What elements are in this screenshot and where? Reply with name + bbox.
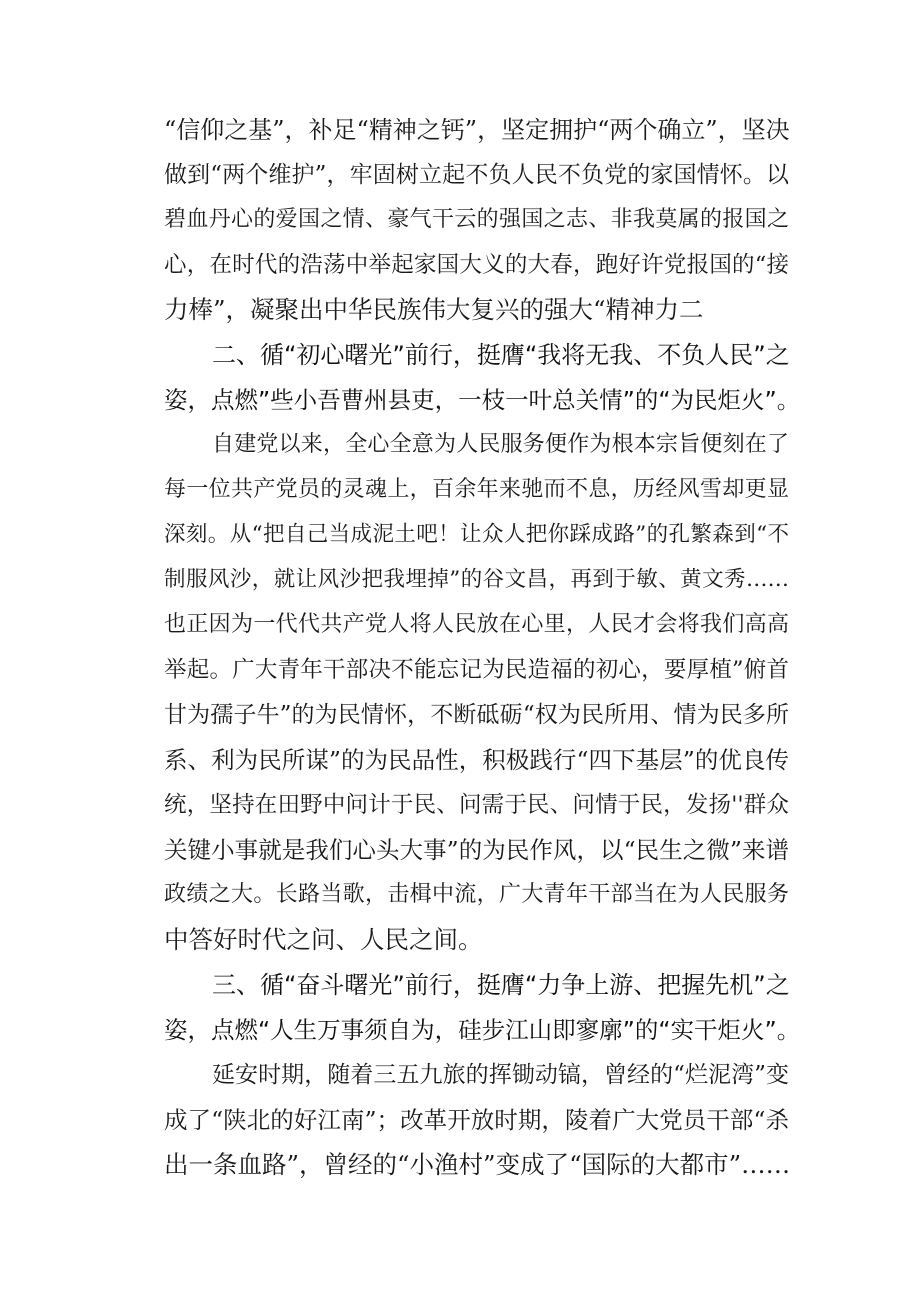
- paragraph-3-line-3: 出一条血路”，曾经的“小渔村”变成了“国际的大都市”……: [164, 1150, 791, 1179]
- paragraph-2-line-12: 中答好时代之问、人民之间。: [164, 925, 483, 954]
- paragraph-2-line-2: 每一位共产党员的灵魂上，百余年来驰而不息，历经风雪却更显: [164, 477, 789, 502]
- paragraph-1-line-1: “信仰之基”，补足“精神之钙”，坚定拥护“两个确立”，坚决: [164, 116, 790, 144]
- paragraph-2-line-6: 举起。广大青年干部决不能忘记为民造福的初心，要厚植”俯首: [164, 657, 789, 683]
- section-3-heading-line-1: 三、循“奋斗曙光”前行，挺膺“力争上游、把握先机”之: [212, 971, 790, 999]
- paragraph-2-line-5: 也正因为一代代共产党人将人民放在心里，人民才会将我们高高: [164, 612, 789, 637]
- paragraph-1-line-5: 力棒”，凝聚出中华民族伟大复兴的强大“精神力二: [164, 295, 704, 324]
- paragraph-1-line-3: 碧血丹心的爱国之情、豪气干云的强国之志、非我莫属的报国之: [164, 207, 789, 232]
- paragraph-1-line-2: 做到“两个维护”，牢固树立起不负人民不负党的家国情怀。以: [164, 162, 789, 188]
- paragraph-2-line-8: 系、利为民所谋”的为民品性，积极践行“四下基层”的优良传: [164, 746, 789, 774]
- paragraph-2-line-10: 关键小事就是我们心头大事”的为民作风，以“民生之微”来谱: [164, 836, 789, 864]
- section-3-heading-line-2: 姿，点燃“人生万事须自为，硅步江山即寥廓”的“实干炬火”。: [164, 1016, 801, 1044]
- paragraph-1-line-4: 心，在时代的浩荡中举起家国大义的大春，跑好许党报国的“接: [164, 252, 789, 278]
- paragraph-2-line-11: 政绩之大。长路当歌，击楫中流，广大青年干部当在为人民服务: [164, 882, 789, 907]
- section-2-heading-line-1: 二、循“初心曙光”前行，挺膺“我将无我、不负人民”之: [212, 341, 790, 369]
- paragraph-2-line-7: 甘为孺子牛”的为民情怀，不断砥砺“权为民所用、情为民多所: [164, 702, 789, 728]
- paragraph-2-line-9: 统，坚持在田野中问计于民、问需于民、问情于民，发扬''群众: [164, 792, 789, 818]
- paragraph-2-line-1: 自建党以来，全心全意为人民服务便作为根本宗旨便刻在了: [212, 432, 789, 457]
- paragraph-3-line-2: 成了“陕北的好江南”；改革开放时期，陵着广大党员干部“杀: [164, 1106, 789, 1134]
- paragraph-3-line-1: 延安时期，随着三五九旅的挥锄动镐，曾经的“烂泥湾”变: [212, 1062, 789, 1088]
- paragraph-2-line-3: 深刻。从“把自己当成泥土吧！让众人把你踩成路”的孔繁森到“不: [164, 522, 789, 547]
- section-2-heading-line-2: 姿，点燃”些小吾曹州县吏，一枝一叶总关情”的“为民炬火”。: [164, 386, 801, 414]
- paragraph-2-line-4: 制服风沙，就让风沙把我埋掉”的谷文昌，再到于敏、黄文秀……: [164, 567, 789, 592]
